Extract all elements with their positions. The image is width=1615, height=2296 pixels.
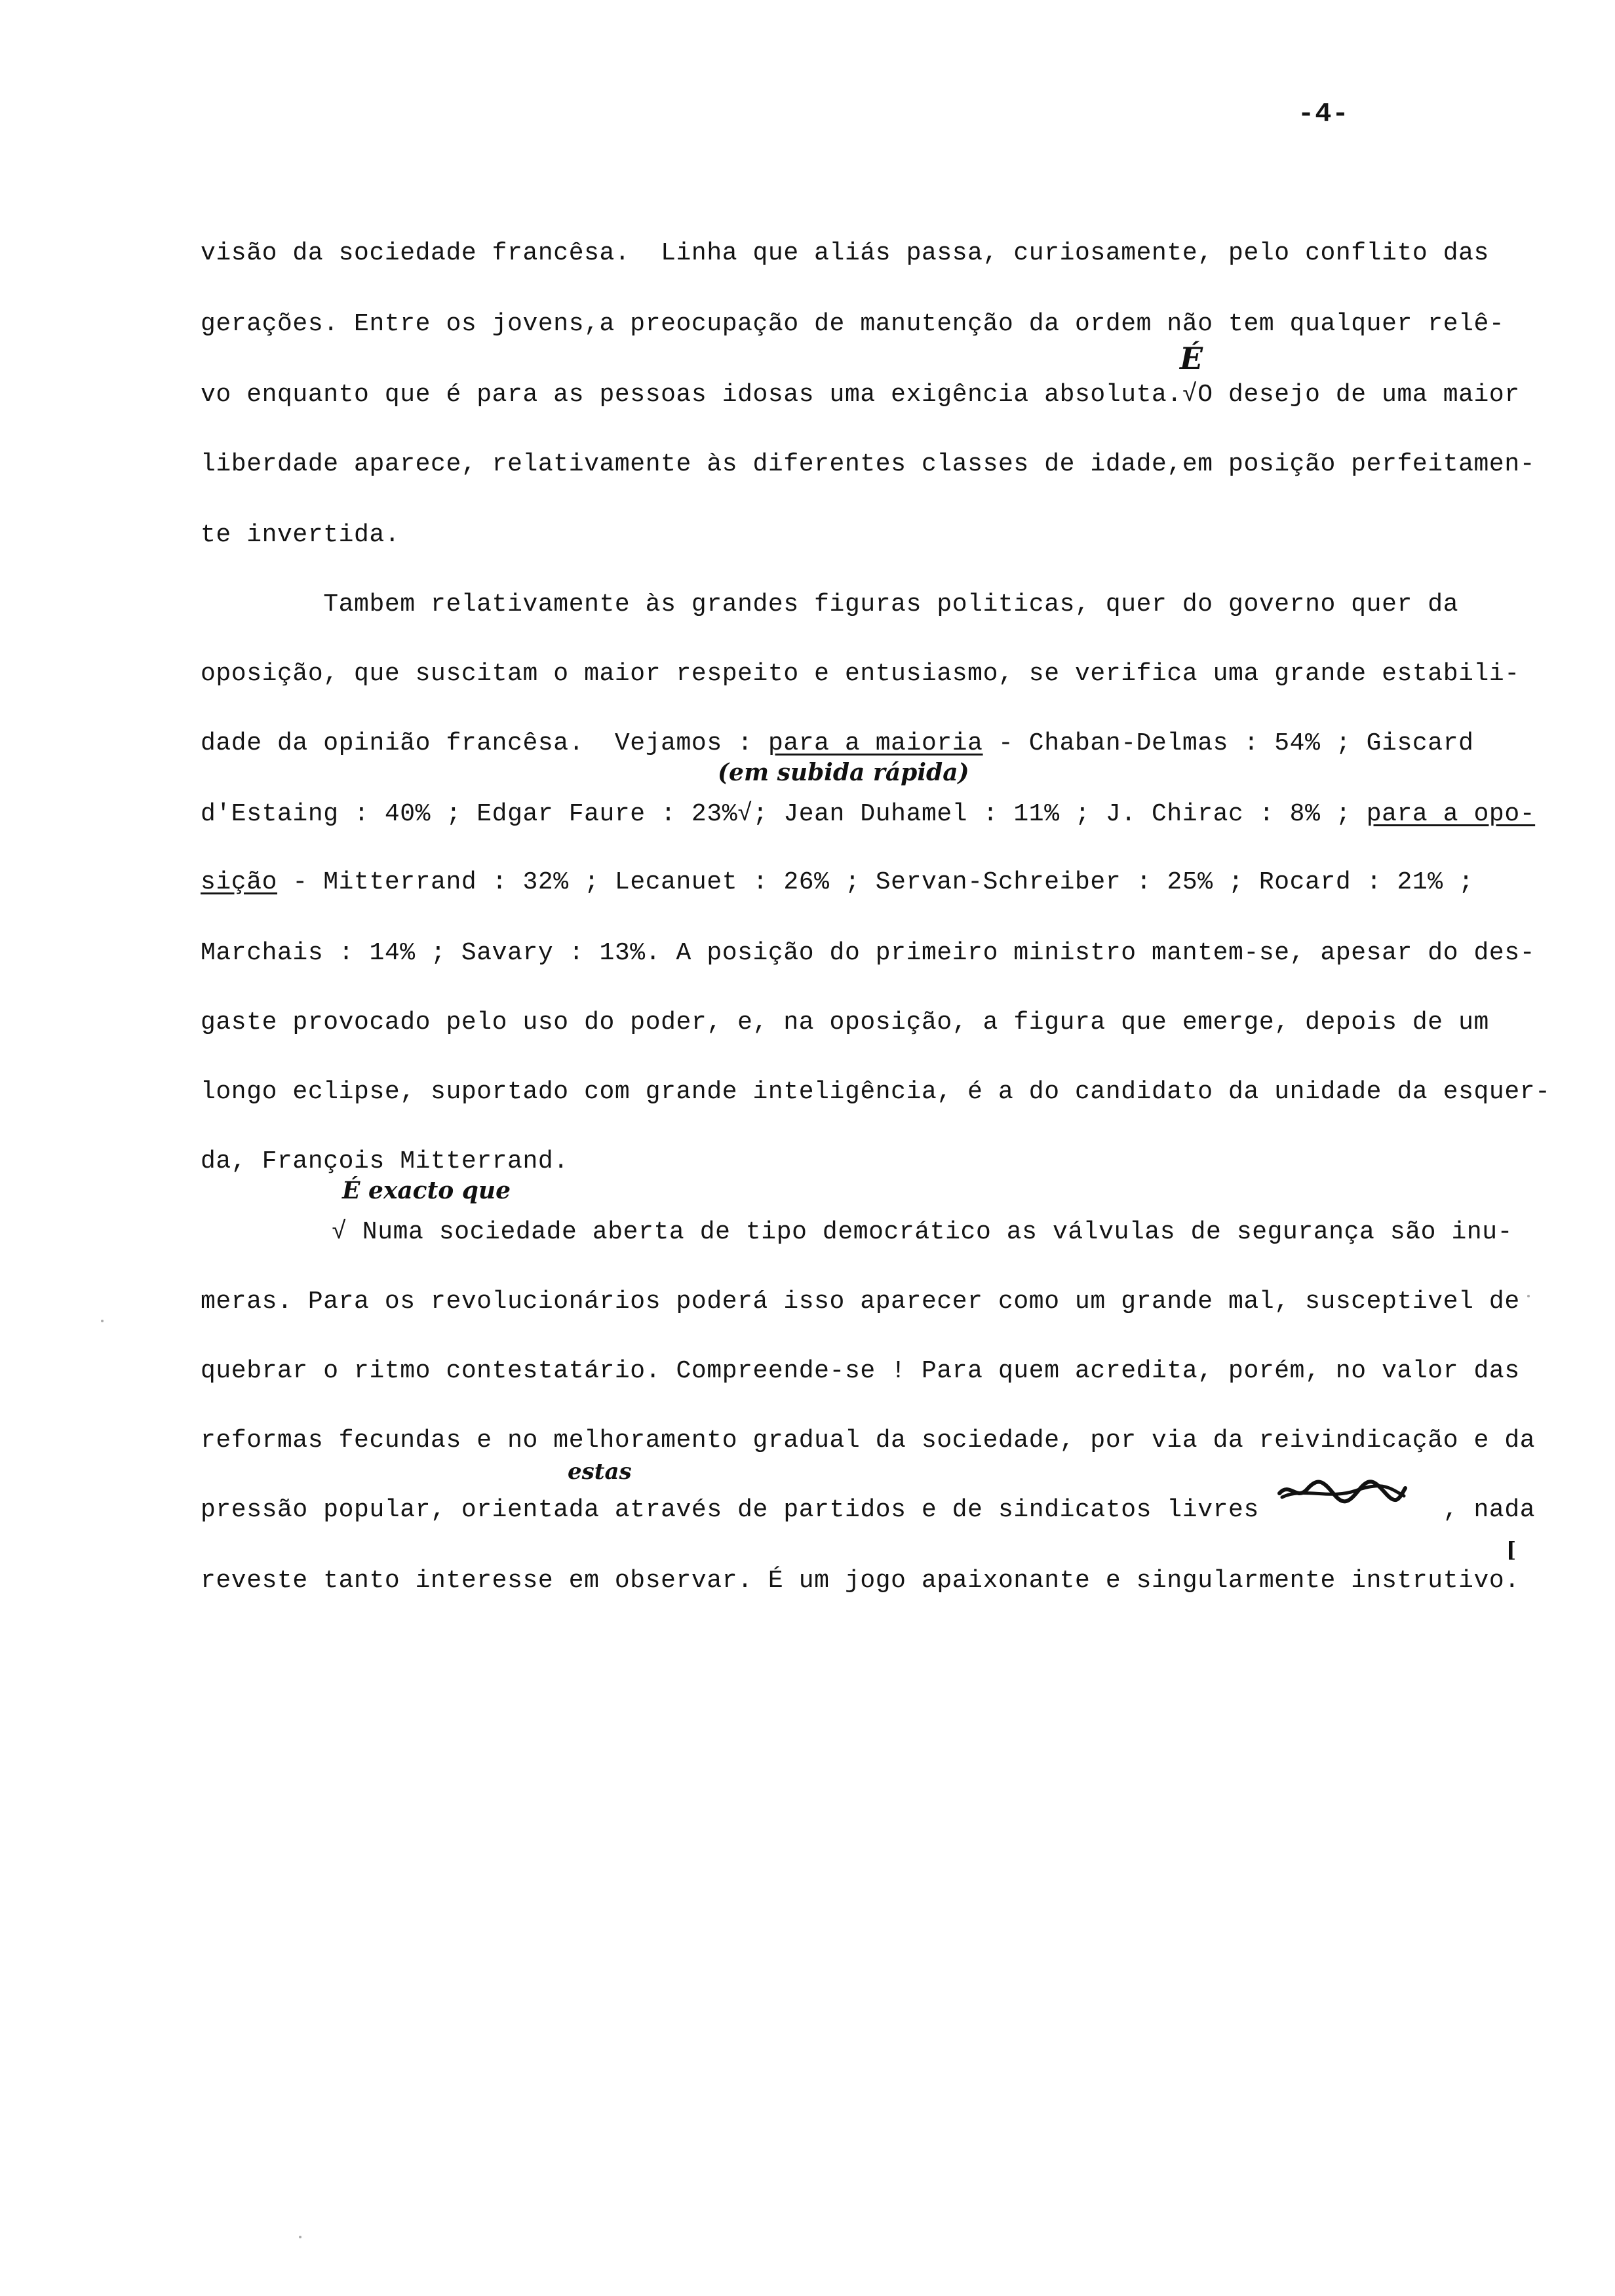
crossed-out-word	[1277, 1478, 1408, 1504]
handwritten-bracket: [	[1506, 1537, 1517, 1562]
text-line: quebrar o ritmo contestatário. Compreende-se ! Para quem acredita, porém, no valor das	[201, 1357, 1520, 1385]
underlined-text: para a opo-	[1366, 800, 1536, 828]
text-line	[201, 727, 1474, 760]
text-segment: - Chaban-Delmas : 54% ; Giscard	[983, 729, 1474, 757]
text-segment: d'Estaing : 40% ; Edgar Faure : 23%√; Jean Duhamel : 11% ; J. Chirac : 8% ;	[201, 800, 1367, 828]
page-number: -4-	[1298, 98, 1350, 130]
underlined-text: sição	[201, 868, 278, 896]
handwritten-annotation: É exacto que	[342, 1177, 511, 1204]
text-line: visão da sociedade francêsa. Linha que aliás passa, curiosamente, pelo conflito das	[201, 239, 1489, 267]
text-line: oposição, que suscitam o maior respeito e entusiasmo, se verifica uma grande estabili-	[201, 660, 1520, 688]
scan-speck	[101, 1320, 104, 1322]
text-line	[201, 798, 1535, 831]
handwritten-annotation: estas	[568, 1459, 632, 1485]
text-line: liberdade aparece, relativamente às diferentes classes de idade,em posição perfeitamen-	[201, 450, 1536, 478]
handwritten-annotation: (em subida rápida)	[718, 759, 969, 786]
underlined-text: para a maioria	[768, 729, 983, 757]
scan-speck	[1527, 1295, 1530, 1297]
text-line: Marchais : 14% ; Savary : 13%. A posição do primeiro ministro mantem-se, apesar do des-	[201, 939, 1536, 967]
text-line: √ Numa sociedade aberta de tipo democrático as válvulas de segurança são inu-	[332, 1218, 1513, 1246]
text-segment: - Mitterrand : 32% ; Lecanuet : 26% ; Servan-Schreiber : 25% ; Rocard : 21% ;	[277, 868, 1474, 896]
scan-speck	[299, 2236, 302, 2238]
text-line: vo enquanto que é para as pessoas idosas uma exigência absoluta.√O desejo de uma maior	[201, 381, 1520, 409]
text-line: te invertida.	[201, 521, 400, 549]
text-line: meras. Para os revolucionários poderá isso aparecer como um grande mal, susceptivel de	[201, 1288, 1520, 1316]
text-line: Tambem relativamente às grandes figuras politicas, quer do governo quer da	[201, 590, 1459, 619]
text-line: gaste provocado pelo uso do poder, e, na oposição, a figura que emerge, depois de um	[201, 1008, 1489, 1037]
text-line: reformas fecundas e no melhoramento gradual da sociedade, por via da reivindicação e da	[201, 1426, 1536, 1455]
text-line: da, François Mitterrand.	[201, 1147, 569, 1176]
text-line: reveste tanto interesse em observar. É um jogo apaixonante e singularmente instrutivo.	[201, 1567, 1520, 1595]
text-line	[201, 866, 1474, 899]
text-line: gerações. Entre os jovens,a preocupação de manutenção da ordem não tem qualquer relê-	[201, 310, 1505, 338]
text-line: pressão popular, orientada através de partidos e de sindicatos livres , nada	[201, 1496, 1536, 1524]
text-line: longo eclipse, suportado com grande inteligência, é a do candidato da unidade da esquer-	[201, 1078, 1551, 1106]
text-segment: dade da opinião francêsa. Vejamos :	[201, 729, 768, 757]
handwritten-annotation: É	[1180, 341, 1203, 376]
